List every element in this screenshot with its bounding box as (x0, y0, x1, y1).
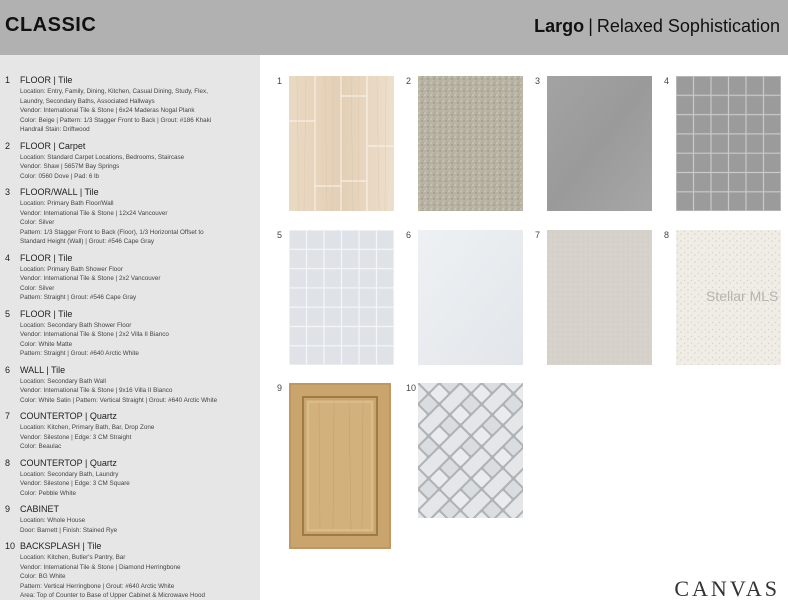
spec-number: 8 (5, 457, 11, 468)
gray-mosaic-swatch (676, 76, 781, 211)
spec-detail-line: Color: Beige | Pattern: 1/3 Stagger Front to Back | Grout: #186 Khaki (20, 116, 212, 124)
spec-detail-line: Color: White Satin | Pattern: Vertical Straight | Grout: #640 Arctic White (20, 396, 218, 404)
spec-number: 5 (5, 308, 11, 319)
spec-detail-line: Area: Top of Counter to Base of Upper Cabinet & Microwave Hood (20, 592, 206, 599)
spec-detail-line: Pattern: Straight | Grout: #546 Cape Gray (20, 294, 137, 301)
spec-item (0, 458, 260, 499)
quartz-pebble-white-swatch (676, 230, 781, 365)
plan-subtitle: Relaxed Sophistication (596, 16, 780, 36)
spec-detail-line: Vendor: Shaw | 5657M Bay Springs (20, 163, 120, 170)
spec-detail-line: Color: Pebble White (20, 489, 76, 497)
spec-detail-line: Location: Primary Bath Shower Floor (20, 265, 123, 273)
plan-separator: | (588, 16, 593, 36)
watermark: Stellar MLS (706, 288, 779, 304)
swatch-number: 8 (664, 230, 670, 240)
brand-title: CLASSIC (5, 14, 97, 36)
spec-number: 7 (5, 411, 11, 421)
spec-detail-line: Color: Silver (20, 284, 55, 292)
spec-title: CABINET (20, 504, 60, 514)
spec-item (0, 541, 260, 600)
spec-detail-line: Location: Entry, Family, Dining, Kitchen, Casual Dining, Study, Flex, (20, 88, 208, 95)
spec-detail-line: Color: Silver (20, 219, 55, 226)
spec-item (0, 411, 260, 452)
spec-title: BACKSPLASH | Tile (20, 541, 102, 551)
spec-item (0, 309, 260, 359)
spec-title: FLOOR | Tile (20, 75, 73, 85)
quartz-beaulac-swatch (547, 230, 652, 365)
white-wall-tile-swatch (418, 230, 523, 365)
header-bar (0, 0, 788, 55)
spec-item (0, 187, 260, 247)
spec-number: 10 (5, 541, 16, 551)
spec-number: 3 (5, 187, 11, 197)
spec-item (0, 365, 260, 406)
swatch-number: 10 (406, 383, 417, 393)
spec-detail-line: Location: Kitchen, Primary Bath, Bar, Drop Zone (20, 424, 155, 431)
spec-item (0, 141, 260, 182)
spec-detail-line: Location: Primary Bath Floor/Wall (20, 200, 114, 207)
gray-tile-swatch (547, 76, 652, 211)
spec-list (0, 55, 260, 600)
spec-detail-line: Color: Beaulac (20, 443, 62, 450)
swatch-number: 5 (277, 230, 283, 240)
swatch-number: 1 (277, 76, 283, 86)
herringbone-backsplash-swatch (418, 383, 523, 518)
spec-title: WALL | Tile (20, 364, 66, 375)
spec-detail-line: Pattern: Straight | Grout: #640 Arctic White (20, 350, 139, 357)
spec-detail-line: Standard Height (Wall) | Grout: #546 Cape Gray (20, 238, 155, 245)
spec-item (0, 253, 260, 303)
spec-detail-line: Pattern: 1/3 Stagger Front to Back (Floor), 1/3 Horizontal Offset to (20, 228, 204, 236)
spec-detail-line: Vendor: Silestone | Edge: 3 CM Square (20, 480, 130, 487)
cabinet-door-swatch (289, 383, 391, 549)
spec-title: FLOOR | Tile (20, 308, 73, 319)
white-mosaic-swatch (289, 230, 394, 365)
spec-detail-line: Color: White Matte (20, 340, 73, 348)
spec-number: 2 (5, 140, 11, 151)
swatch-number: 9 (277, 383, 283, 393)
spec-title: FLOOR/WALL | Tile (20, 187, 99, 197)
spec-number: 1 (5, 75, 11, 85)
spec-number: 6 (5, 364, 11, 375)
spec-detail-line: Door: Barnett | Finish: Stained Rye (20, 526, 118, 534)
spec-item (0, 504, 260, 535)
spec-detail-line: Vendor: International Tile & Stone | 2x2 Vancouver (20, 275, 161, 282)
spec-detail-line: Location: Secondary Bath, Laundry (20, 470, 119, 478)
spec-detail-line: Vendor: International Tile & Stone | 6x24 Maderas Nogal Plank (20, 107, 195, 114)
swatch-number: 4 (664, 76, 670, 86)
swatch-number: 3 (535, 76, 541, 86)
spec-detail-line: Location: Kitchen, Butler's Pantry, Bar (20, 554, 126, 561)
spec-detail-line: Location: Whole House (20, 517, 86, 524)
spec-detail-line: Laundry, Secondary Baths, Associated Hallways (20, 97, 155, 105)
spec-number: 4 (5, 252, 11, 263)
spec-detail-line: Vendor: International Tile & Stone | 9x16 Villa II Bianco (20, 387, 173, 394)
spec-detail-line: Pattern: Vertical Herringbone | Grout: #640 Arctic White (20, 582, 175, 590)
spec-detail-line: Vendor: International Tile & Stone | 2x2 Villa II Bianco (20, 331, 169, 338)
plan-title (534, 16, 780, 37)
swatch-number: 2 (406, 76, 412, 86)
spec-item (0, 75, 260, 135)
canvas-logo: CANVAS (674, 576, 780, 600)
spec-detail-line: Color: 0560 Dove | Pad: 6 lb (20, 172, 99, 180)
spec-detail-line: Handrail Stain: Driftwood (20, 126, 90, 133)
spec-detail-line: Color: BG White (20, 573, 66, 580)
spec-detail-line: Vendor: International Tile & Stone | 12x24 Vancouver (20, 209, 168, 217)
spec-detail-line: Vendor: International Tile & Stone | Diamond Herringbone (20, 563, 181, 571)
spec-number: 9 (5, 504, 11, 514)
swatch-grid (260, 55, 788, 600)
spec-detail-line: Location: Secondary Bath Wall (20, 377, 106, 385)
wood-plank-tile-swatch (289, 76, 394, 211)
swatch-number: 7 (535, 230, 541, 240)
carpet-swatch (418, 76, 523, 211)
plan-name: Largo (534, 16, 585, 36)
spec-title: FLOOR | Carpet (20, 140, 86, 151)
spec-title: FLOOR | Tile (20, 252, 73, 263)
spec-detail-line: Location: Secondary Bath Shower Floor (20, 321, 132, 329)
spec-detail-line: Location: Standard Carpet Locations, Bedrooms, Staircase (20, 153, 185, 161)
spec-detail-line: Vendor: Silestone | Edge: 3 CM Straight (20, 433, 132, 441)
spec-title: COUNTERTOP | Quartz (20, 457, 117, 468)
spec-title: COUNTERTOP | Quartz (20, 411, 117, 421)
swatch-number: 6 (406, 230, 412, 240)
